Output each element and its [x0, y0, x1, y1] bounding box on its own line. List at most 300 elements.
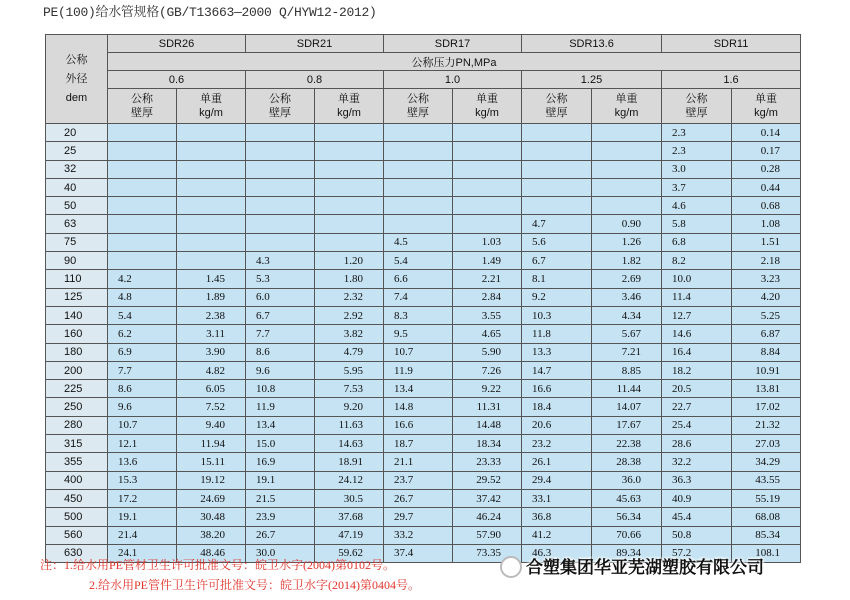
wall-thickness-cell: 26.7 — [384, 489, 453, 507]
wall-thickness-cell: 2.3 — [662, 124, 732, 142]
unit-weight-cell: 48.46 — [177, 544, 246, 562]
wall-thickness-cell: 32.2 — [662, 453, 732, 471]
unit-weight-cell: 1.82 — [592, 252, 662, 270]
unit-weight-cell: 1.20 — [315, 252, 384, 270]
unit-weight-cell — [315, 215, 384, 233]
wall-thickness-cell — [108, 124, 177, 142]
unit-weight-cell: 55.19 — [732, 489, 801, 507]
wall-thickness-cell: 20.6 — [522, 416, 592, 434]
unit-weight-cell: 47.19 — [315, 526, 384, 544]
wall-thickness-cell: 10.0 — [662, 270, 732, 288]
nominal-od-header — [46, 35, 108, 124]
wall-thickness-cell — [108, 252, 177, 270]
unit-weight-cell: 2.21 — [453, 270, 522, 288]
unit-weight-cell: 45.63 — [592, 489, 662, 507]
wall-thickness-cell: 10.3 — [522, 306, 592, 324]
wall-thickness-cell: 15.3 — [108, 471, 177, 489]
unit-weight-cell: 3.55 — [453, 306, 522, 324]
wall-thickness-cell: 3.0 — [662, 160, 732, 178]
nominal-od-cell: 32 — [46, 160, 108, 178]
unit-weight-cell: 73.35 — [453, 544, 522, 562]
table-row — [46, 178, 801, 196]
wall-thickness-cell: 13.6 — [108, 453, 177, 471]
unit-weight-header — [732, 89, 801, 124]
wall-thickness-cell — [246, 233, 315, 251]
unit-weight-cell — [177, 124, 246, 142]
pressure-value: 1.0 — [384, 71, 522, 89]
table-row — [46, 471, 801, 489]
unit-weight-cell: 11.31 — [453, 398, 522, 416]
page-title: PE(100)给水管规格(GB/T13663—2000 Q/HYW12-2012) — [43, 5, 377, 20]
unit-weight-cell: 3.46 — [592, 288, 662, 306]
wall-thickness-cell: 13.4 — [246, 416, 315, 434]
unit-weight-cell — [592, 124, 662, 142]
wall-thickness-cell: 36.3 — [662, 471, 732, 489]
wall-thickness-header — [522, 89, 592, 124]
wall-thickness-cell — [108, 233, 177, 251]
unit-weight-cell: 37.68 — [315, 508, 384, 526]
wall-thickness-cell: 21.1 — [384, 453, 453, 471]
wall-thickness-cell — [246, 178, 315, 196]
table-row — [46, 416, 801, 434]
wall-thickness-cell: 14.6 — [662, 325, 732, 343]
table-body — [46, 124, 801, 563]
table-header — [46, 35, 801, 124]
wall-thickness-cell: 20.5 — [662, 380, 732, 398]
sub-line: 单重 — [476, 93, 498, 105]
unit-weight-cell: 1.08 — [732, 215, 801, 233]
unit-weight-cell: 2.18 — [732, 252, 801, 270]
unit-weight-cell: 36.0 — [592, 471, 662, 489]
unit-weight-cell: 30.5 — [315, 489, 384, 507]
note-2: 2.给水用PE管件卫生许可批准文号：皖卫水字(2014)第0404号。 — [89, 578, 420, 592]
unit-weight-cell — [177, 160, 246, 178]
table-row — [46, 343, 801, 361]
wall-thickness-cell: 19.1 — [108, 508, 177, 526]
unit-weight-cell: 1.03 — [453, 233, 522, 251]
wall-thickness-cell — [522, 160, 592, 178]
unit-weight-cell: 9.40 — [177, 416, 246, 434]
nominal-od-cell: 180 — [46, 343, 108, 361]
wall-thickness-cell: 36.8 — [522, 508, 592, 526]
wall-thickness-cell: 29.4 — [522, 471, 592, 489]
unit-weight-header — [315, 89, 384, 124]
unit-weight-cell — [177, 252, 246, 270]
unit-weight-cell: 19.12 — [177, 471, 246, 489]
sub-line: 单重 — [755, 93, 778, 105]
sub-line: 公称 — [269, 93, 291, 105]
pressure-value: 0.6 — [108, 71, 246, 89]
unit-weight-cell: 1.49 — [453, 252, 522, 270]
wall-thickness-cell — [522, 197, 592, 215]
table-row — [46, 361, 801, 379]
nominal-od-cell: 355 — [46, 453, 108, 471]
table-row — [46, 526, 801, 544]
wall-thickness-cell: 28.6 — [662, 435, 732, 453]
unit-weight-cell — [177, 178, 246, 196]
wall-thickness-cell — [108, 178, 177, 196]
unit-weight-cell: 7.52 — [177, 398, 246, 416]
unit-weight-cell: 0.14 — [732, 124, 801, 142]
wall-thickness-cell: 13.4 — [384, 380, 453, 398]
pressure-value: 1.25 — [522, 71, 662, 89]
unit-weight-cell: 0.90 — [592, 215, 662, 233]
unit-weight-cell: 13.81 — [732, 380, 801, 398]
unit-weight-header — [177, 89, 246, 124]
wall-thickness-cell: 8.1 — [522, 270, 592, 288]
unit-weight-cell: 10.91 — [732, 361, 801, 379]
unit-weight-cell — [453, 178, 522, 196]
nominal-od-cell: 200 — [46, 361, 108, 379]
sub-line: 壁厚 — [685, 107, 708, 119]
wall-thickness-cell — [384, 215, 453, 233]
unit-weight-cell: 24.12 — [315, 471, 384, 489]
pressure-value: 0.8 — [246, 71, 384, 89]
unit-weight-cell: 7.53 — [315, 380, 384, 398]
wall-thickness-cell: 24.1 — [108, 544, 177, 562]
unit-weight-cell: 3.23 — [732, 270, 801, 288]
unit-weight-cell: 89.34 — [592, 544, 662, 562]
wall-thickness-cell: 16.6 — [522, 380, 592, 398]
wall-thickness-cell — [384, 160, 453, 178]
wall-thickness-cell: 8.6 — [246, 343, 315, 361]
unit-weight-header — [453, 89, 522, 124]
sub-line: 单重 — [200, 93, 222, 105]
wall-thickness-cell: 11.9 — [384, 361, 453, 379]
wall-thickness-cell: 18.4 — [522, 398, 592, 416]
wall-thickness-cell: 23.7 — [384, 471, 453, 489]
wall-thickness-cell — [246, 142, 315, 160]
unit-weight-cell: 21.32 — [732, 416, 801, 434]
wall-thickness-cell — [522, 178, 592, 196]
nominal-od-cell: 630 — [46, 544, 108, 562]
table-row — [46, 270, 801, 288]
wall-thickness-cell: 16.4 — [662, 343, 732, 361]
wall-thickness-cell: 9.6 — [108, 398, 177, 416]
wall-thickness-cell — [522, 142, 592, 160]
sub-line: 公称 — [407, 93, 429, 105]
unit-weight-cell: 4.65 — [453, 325, 522, 343]
wall-thickness-cell: 46.3 — [522, 544, 592, 562]
wall-thickness-cell — [246, 215, 315, 233]
table-row — [46, 508, 801, 526]
wall-thickness-cell: 14.8 — [384, 398, 453, 416]
nominal-od-cell: 125 — [46, 288, 108, 306]
unit-weight-cell: 22.38 — [592, 435, 662, 453]
unit-weight-cell: 56.34 — [592, 508, 662, 526]
unit-weight-cell: 14.63 — [315, 435, 384, 453]
wall-thickness-header — [108, 89, 177, 124]
wall-thickness-cell: 8.6 — [108, 380, 177, 398]
sub-line: 单重 — [338, 93, 360, 105]
sub-line: kg/m — [614, 107, 639, 119]
wall-thickness-cell: 5.8 — [662, 215, 732, 233]
unit-weight-cell: 1.45 — [177, 270, 246, 288]
sdr-header: SDR21 — [246, 35, 384, 53]
unit-weight-cell: 8.85 — [592, 361, 662, 379]
unit-weight-cell: 5.25 — [732, 306, 801, 324]
nominal-od-cell: 400 — [46, 471, 108, 489]
unit-weight-cell: 0.44 — [732, 178, 801, 196]
wall-thickness-cell: 11.9 — [246, 398, 315, 416]
sdr-header: SDR26 — [108, 35, 246, 53]
unit-weight-cell — [315, 142, 384, 160]
unit-weight-cell: 11.63 — [315, 416, 384, 434]
unit-weight-cell: 30.48 — [177, 508, 246, 526]
unit-weight-cell: 6.05 — [177, 380, 246, 398]
nominal-od-cell: 40 — [46, 178, 108, 196]
unit-weight-cell — [315, 197, 384, 215]
unit-weight-cell: 1.89 — [177, 288, 246, 306]
unit-weight-cell — [592, 197, 662, 215]
wall-thickness-cell: 26.1 — [522, 453, 592, 471]
table-row — [46, 398, 801, 416]
wall-thickness-cell: 4.6 — [662, 197, 732, 215]
unit-weight-cell: 5.95 — [315, 361, 384, 379]
nominal-od-cell: 280 — [46, 416, 108, 434]
watermark-text: 合塑集团华亚芜湖塑胶有限公司 — [526, 558, 764, 577]
unit-weight-cell: 34.29 — [732, 453, 801, 471]
wall-thickness-cell: 25.4 — [662, 416, 732, 434]
wall-thickness-header — [662, 89, 732, 124]
pipe-spec-table — [45, 34, 801, 563]
unit-weight-cell: 1.26 — [592, 233, 662, 251]
wall-thickness-cell: 57.2 — [662, 544, 732, 562]
unit-weight-cell — [315, 124, 384, 142]
table-row — [46, 325, 801, 343]
unit-weight-cell: 0.28 — [732, 160, 801, 178]
unit-weight-cell: 4.82 — [177, 361, 246, 379]
unit-weight-cell — [315, 233, 384, 251]
nominal-od-cell: 63 — [46, 215, 108, 233]
unit-weight-cell: 29.52 — [453, 471, 522, 489]
table-row — [46, 160, 801, 178]
wall-thickness-cell: 11.4 — [662, 288, 732, 306]
unit-weight-cell: 4.20 — [732, 288, 801, 306]
unit-weight-cell: 0.17 — [732, 142, 801, 160]
nominal-od-cell: 90 — [46, 252, 108, 270]
wall-thickness-cell — [384, 178, 453, 196]
wall-thickness-cell: 6.6 — [384, 270, 453, 288]
wall-thickness-cell: 45.4 — [662, 508, 732, 526]
unit-weight-cell: 2.38 — [177, 306, 246, 324]
wall-thickness-cell — [384, 197, 453, 215]
sub-line: 公称 — [685, 93, 708, 105]
wall-thickness-cell: 6.0 — [246, 288, 315, 306]
unit-weight-cell: 59.62 — [315, 544, 384, 562]
sub-line: 公称 — [131, 93, 153, 105]
wall-thickness-cell: 17.2 — [108, 489, 177, 507]
unit-weight-cell: 43.55 — [732, 471, 801, 489]
wall-thickness-cell: 50.8 — [662, 526, 732, 544]
unit-weight-cell: 1.51 — [732, 233, 801, 251]
unit-weight-cell — [592, 142, 662, 160]
unit-weight-cell: 2.84 — [453, 288, 522, 306]
wall-thickness-cell: 37.4 — [384, 544, 453, 562]
wall-thickness-cell: 21.5 — [246, 489, 315, 507]
wall-thickness-cell: 7.4 — [384, 288, 453, 306]
wall-thickness-cell — [522, 124, 592, 142]
unit-weight-cell: 108.1 — [732, 544, 801, 562]
unit-weight-cell: 18.34 — [453, 435, 522, 453]
nominal-od-cell: 450 — [46, 489, 108, 507]
wall-thickness-cell — [384, 142, 453, 160]
unit-weight-cell — [592, 160, 662, 178]
pressure-label: 公称压力PN,MPa — [108, 53, 801, 71]
sub-line: 公称 — [545, 93, 568, 105]
nominal-od-cell: 225 — [46, 380, 108, 398]
nominal-od-cell: 25 — [46, 142, 108, 160]
wall-thickness-cell: 4.2 — [108, 270, 177, 288]
table-row — [46, 453, 801, 471]
wall-thickness-header — [246, 89, 315, 124]
unit-weight-cell: 3.90 — [177, 343, 246, 361]
wall-thickness-cell: 13.3 — [522, 343, 592, 361]
wall-thickness-cell: 5.3 — [246, 270, 315, 288]
wall-thickness-cell: 10.7 — [108, 416, 177, 434]
unit-weight-cell: 70.66 — [592, 526, 662, 544]
unit-weight-cell: 28.38 — [592, 453, 662, 471]
wall-thickness-cell: 9.6 — [246, 361, 315, 379]
unit-weight-cell: 8.84 — [732, 343, 801, 361]
unit-weight-cell — [177, 197, 246, 215]
wall-thickness-cell: 4.5 — [384, 233, 453, 251]
table-row — [46, 489, 801, 507]
sub-line: 壁厚 — [131, 107, 153, 119]
table-row — [46, 142, 801, 160]
unit-weight-cell: 85.34 — [732, 526, 801, 544]
unit-weight-cell: 11.94 — [177, 435, 246, 453]
sdr-header: SDR11 — [662, 35, 801, 53]
unit-weight-cell: 9.22 — [453, 380, 522, 398]
wall-thickness-cell: 3.7 — [662, 178, 732, 196]
unit-weight-cell: 24.69 — [177, 489, 246, 507]
wall-thickness-cell: 4.3 — [246, 252, 315, 270]
table-row — [46, 252, 801, 270]
nominal-od-cell: 75 — [46, 233, 108, 251]
unit-weight-cell: 2.92 — [315, 306, 384, 324]
sub-line: kg/m — [337, 107, 361, 119]
sub-line: kg/m — [475, 107, 499, 119]
wall-thickness-cell: 26.7 — [246, 526, 315, 544]
nominal-od-cell: 20 — [46, 124, 108, 142]
unit-weight-cell — [453, 142, 522, 160]
unit-weight-cell: 3.82 — [315, 325, 384, 343]
unit-weight-cell — [453, 124, 522, 142]
wall-thickness-cell: 15.0 — [246, 435, 315, 453]
wall-thickness-cell: 4.7 — [522, 215, 592, 233]
table-row — [46, 197, 801, 215]
watermark — [500, 553, 764, 580]
unit-weight-cell: 2.32 — [315, 288, 384, 306]
unit-weight-cell: 4.79 — [315, 343, 384, 361]
unit-weight-cell: 6.87 — [732, 325, 801, 343]
sub-line: 壁厚 — [545, 107, 568, 119]
nominal-od-cell: 560 — [46, 526, 108, 544]
unit-weight-cell — [453, 215, 522, 233]
wall-thickness-cell: 33.1 — [522, 489, 592, 507]
nominal-od-cell: 110 — [46, 270, 108, 288]
wall-thickness-cell: 10.7 — [384, 343, 453, 361]
wall-thickness-cell: 10.8 — [246, 380, 315, 398]
unit-weight-cell: 14.07 — [592, 398, 662, 416]
nominal-od-cell: 315 — [46, 435, 108, 453]
unit-weight-cell: 37.42 — [453, 489, 522, 507]
table-row — [46, 435, 801, 453]
wall-thickness-cell: 22.7 — [662, 398, 732, 416]
wall-thickness-cell: 23.9 — [246, 508, 315, 526]
unit-weight-cell — [592, 178, 662, 196]
unit-weight-cell: 11.44 — [592, 380, 662, 398]
unit-weight-cell: 7.21 — [592, 343, 662, 361]
wall-thickness-cell — [384, 124, 453, 142]
wall-thickness-cell: 8.2 — [662, 252, 732, 270]
wall-thickness-cell — [108, 197, 177, 215]
subheader-row — [46, 89, 801, 124]
unit-weight-cell: 57.90 — [453, 526, 522, 544]
unit-weight-cell: 5.90 — [453, 343, 522, 361]
wall-thickness-cell — [108, 142, 177, 160]
wall-thickness-cell: 16.6 — [384, 416, 453, 434]
unit-weight-cell: 1.80 — [315, 270, 384, 288]
wall-thickness-cell: 6.7 — [246, 306, 315, 324]
unit-weight-cell: 9.20 — [315, 398, 384, 416]
wall-thickness-cell: 29.7 — [384, 508, 453, 526]
unit-weight-cell: 14.48 — [453, 416, 522, 434]
sub-line: 壁厚 — [269, 107, 291, 119]
unit-weight-cell — [177, 215, 246, 233]
wall-thickness-cell: 41.2 — [522, 526, 592, 544]
unit-weight-cell: 4.34 — [592, 306, 662, 324]
unit-weight-cell: 18.91 — [315, 453, 384, 471]
sub-line: kg/m — [754, 107, 778, 119]
wall-thickness-cell: 5.6 — [522, 233, 592, 251]
wall-thickness-cell: 6.8 — [662, 233, 732, 251]
unit-weight-cell — [453, 197, 522, 215]
wall-thickness-cell: 9.2 — [522, 288, 592, 306]
unit-weight-cell: 5.67 — [592, 325, 662, 343]
wall-thickness-cell: 23.2 — [522, 435, 592, 453]
wall-thickness-cell: 12.1 — [108, 435, 177, 453]
sub-line: kg/m — [199, 107, 223, 119]
wall-thickness-cell — [246, 160, 315, 178]
sdr-header: SDR17 — [384, 35, 522, 53]
wall-thickness-cell: 14.7 — [522, 361, 592, 379]
wall-thickness-cell — [246, 197, 315, 215]
wall-thickness-cell: 21.4 — [108, 526, 177, 544]
unit-weight-cell: 3.11 — [177, 325, 246, 343]
wall-thickness-cell: 2.3 — [662, 142, 732, 160]
unit-weight-cell: 46.24 — [453, 508, 522, 526]
unit-weight-header — [592, 89, 662, 124]
pressure-value: 1.6 — [662, 71, 801, 89]
wall-thickness-cell — [108, 215, 177, 233]
wall-thickness-cell — [108, 160, 177, 178]
sub-line: 单重 — [615, 93, 638, 105]
wall-thickness-cell — [246, 124, 315, 142]
nominal-od-cell: 250 — [46, 398, 108, 416]
wall-thickness-cell: 7.7 — [246, 325, 315, 343]
corner-line: 公称 — [65, 53, 88, 66]
unit-weight-cell: 68.08 — [732, 508, 801, 526]
wall-thickness-header — [384, 89, 453, 124]
wall-thickness-cell: 7.7 — [108, 361, 177, 379]
table-row — [46, 306, 801, 324]
wall-thickness-cell: 18.7 — [384, 435, 453, 453]
wall-thickness-cell: 16.9 — [246, 453, 315, 471]
nominal-od-cell: 500 — [46, 508, 108, 526]
wall-thickness-cell: 4.8 — [108, 288, 177, 306]
